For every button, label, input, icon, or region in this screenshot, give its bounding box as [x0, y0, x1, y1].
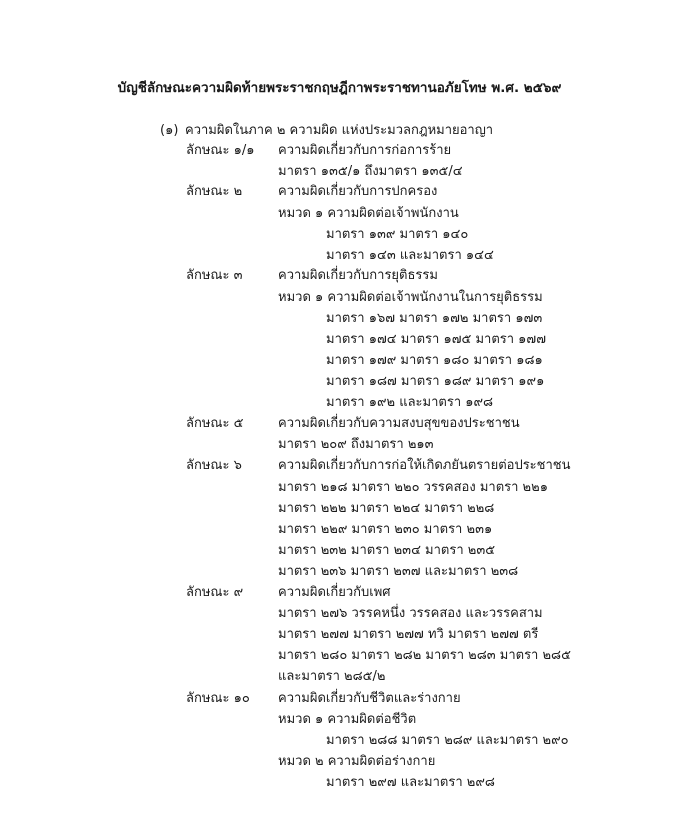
section-heading: ความผิดในภาค ๒ ความผิด แห่งประมวลกฎหมายอาญา: [185, 123, 494, 138]
entry-text: มาตรา ๒๘๘ มาตรา ๒๘๙ และมาตรา ๒๙๐: [326, 733, 569, 748]
entry-label: ลักษณะ ๑/๑: [186, 143, 255, 158]
entry-label: ลักษณะ ๓: [186, 268, 243, 283]
entry-text: ความผิดเกี่ยวกับเพศ: [278, 585, 391, 600]
entry-text: หมวด ๒ ความผิดต่อร่างกาย: [278, 754, 436, 769]
entry-label: ลักษณะ ๖: [186, 458, 242, 473]
entry-text: มาตรา ๑๔๓ และมาตรา ๑๔๔: [326, 248, 494, 263]
entry-text: ความผิดเกี่ยวกับชีวิตและร่างกาย: [278, 691, 461, 706]
entry-text: ความผิดเกี่ยวกับการยุติธรรม: [278, 268, 438, 283]
entry-text: มาตรา ๒๘๐ มาตรา ๒๘๒ มาตรา ๒๘๓ มาตรา ๒๘๕: [278, 648, 571, 663]
entry-text: มาตรา ๒๒๒ มาตรา ๒๒๔ มาตรา ๒๒๘: [278, 501, 495, 516]
entry-text: หมวด ๑ ความผิดต่อเจ้าพนักงานในการยุติธรรม: [278, 290, 543, 305]
entry-text: มาตรา ๒๓๖ มาตรา ๒๓๗ และมาตรา ๒๓๘: [278, 564, 519, 579]
entry-text: มาตรา ๑๖๗ มาตรา ๑๗๒ มาตรา ๑๗๓: [326, 311, 543, 326]
entry-label: ลักษณะ ๑๐: [186, 691, 250, 706]
entry-text: ความผิดเกี่ยวกับการปกครอง: [278, 184, 438, 199]
entry-text: และมาตรา ๒๘๕/๒: [278, 669, 386, 684]
entry-text: มาตรา ๒๗๖ วรรคหนึ่ง วรรคสอง และวรรคสาม: [278, 606, 543, 621]
entry-text: มาตรา ๒๑๘ มาตรา ๒๒๐ วรรคสอง มาตรา ๒๒๑: [278, 480, 548, 495]
entry-text: ความผิดเกี่ยวกับการก่อการร้าย: [278, 143, 452, 158]
entry-text: มาตรา ๑๓๙ มาตรา ๑๔๐: [326, 227, 469, 242]
entry-text: มาตรา ๑๓๕/๑ ถึงมาตรา ๑๓๕/๔: [278, 164, 463, 179]
entry-text: มาตรา ๑๘๗ มาตรา ๑๘๙ มาตรา ๑๙๑: [326, 374, 545, 389]
entry-text: มาตรา ๒๙๗ และมาตรา ๒๙๘: [326, 775, 495, 790]
entry-label: ลักษณะ ๙: [186, 585, 244, 600]
entry-text: มาตรา ๒๗๗ มาตรา ๒๗๗ ทวิ มาตรา ๒๗๗ ตรี: [278, 627, 539, 642]
entry-text: มาตรา ๑๙๒ และมาตรา ๑๙๘: [326, 395, 494, 410]
entry-text: มาตรา ๑๗๙ มาตรา ๑๘๐ มาตรา ๑๘๑: [326, 353, 543, 368]
entry-text: มาตรา ๒๒๙ มาตรา ๒๓๐ มาตรา ๒๓๑: [278, 522, 493, 537]
entry-text: มาตรา ๑๗๔ มาตรา ๑๗๕ มาตรา ๑๗๗: [326, 332, 546, 347]
entry-text: ความผิดเกี่ยวกับความสงบสุขของประชาชน: [278, 416, 520, 431]
entry-text: หมวด ๑ ความผิดต่อเจ้าพนักงาน: [278, 206, 459, 221]
entry-text: หมวด ๑ ความผิดต่อชีวิต: [278, 712, 417, 727]
section-number: (๑): [160, 123, 179, 138]
entry-label: ลักษณะ ๕: [186, 416, 244, 431]
document-title: บัญชีลักษณะความผิดท้ายพระราชกฤษฎีกาพระราชทานอภัยโทษ พ.ศ. ๒๕๖๙: [117, 80, 562, 96]
entry-label: ลักษณะ ๒: [186, 184, 243, 199]
entry-text: มาตรา ๒๓๒ มาตรา ๒๓๔ มาตรา ๒๓๕: [278, 543, 496, 558]
entry-text: ความผิดเกี่ยวกับการก่อให้เกิดภยันตรายต่อประชาชน: [278, 458, 571, 473]
entry-text: มาตรา ๒๐๙ ถึงมาตรา ๒๑๓: [278, 437, 434, 452]
